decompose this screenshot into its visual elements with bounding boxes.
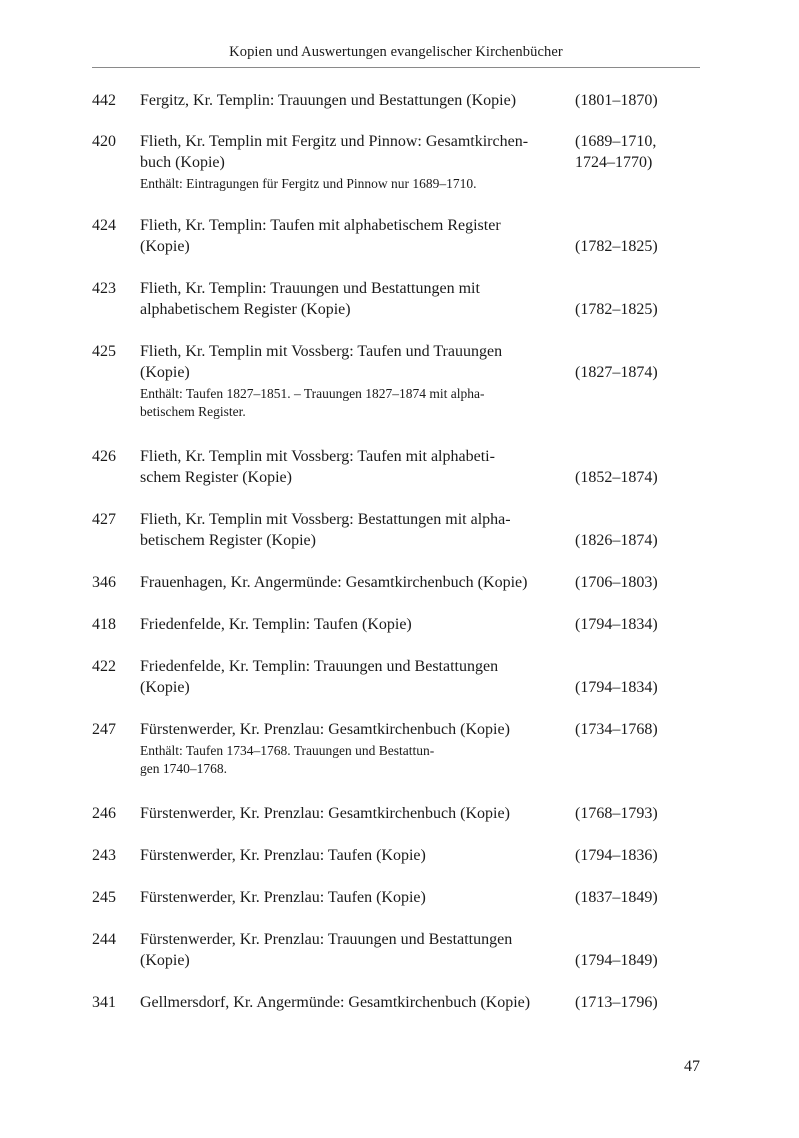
- entry-title: [140, 887, 560, 908]
- entry-date-range: [575, 656, 705, 698]
- entry-number: 244: [92, 931, 116, 948]
- entry-title: [140, 278, 560, 320]
- entry-title-line: Friedenfelde, Kr. Templin: Trauungen und Bestattungen: [140, 658, 499, 675]
- entry-date-line: (1782–1825): [575, 238, 658, 255]
- entry-title: [140, 341, 560, 383]
- entry-number: 245: [92, 889, 116, 906]
- entry-date-range: [575, 929, 705, 971]
- entry-number: 424: [92, 217, 116, 234]
- entry-title-line: Fürstenwerder, Kr. Prenzlau: Gesamtkirchenbuch (Kopie): [140, 721, 510, 738]
- entry-title-line: buch (Kopie): [140, 154, 225, 171]
- entry-date-line: (1827–1874): [575, 364, 658, 381]
- entry-date-line: [575, 341, 705, 362]
- entry-date-range: [575, 887, 705, 908]
- entry-date-line: (1826–1874): [575, 532, 658, 549]
- entry-note: [140, 175, 560, 193]
- entry-date-line: (1794–1849): [575, 952, 658, 969]
- entry-title-line: (Kopie): [140, 952, 190, 969]
- entry-number: 418: [92, 616, 116, 633]
- entry-date-line: (1837–1849): [575, 889, 658, 906]
- page-number: 47: [684, 1058, 700, 1075]
- entry-date-line: [575, 215, 705, 236]
- entry-date-line: (1794–1834): [575, 679, 658, 696]
- entry-title: [140, 509, 560, 551]
- entry-title: [140, 656, 560, 698]
- entry-date-line: (1801–1870): [575, 92, 658, 109]
- entry-note-line: Enthält: Eintragungen für Fergitz und Pinnow nur 1689–1710.: [140, 176, 477, 191]
- entry-title-line: Flieth, Kr. Templin: Taufen mit alphabetischem Register: [140, 217, 501, 234]
- entry-title-line: betischem Register (Kopie): [140, 532, 316, 549]
- entry-title: [140, 803, 560, 824]
- entry-note-line: betischem Register.: [140, 404, 246, 419]
- header-rule: [92, 67, 700, 68]
- entry-number: 426: [92, 448, 116, 465]
- entry-number: 341: [92, 994, 116, 1011]
- entry-number: 427: [92, 511, 116, 528]
- entry-note: [140, 742, 560, 778]
- entry-date-line: (1782–1825): [575, 301, 658, 318]
- entry-title-line: Gellmersdorf, Kr. Angermünde: Gesamtkirchenbuch (Kopie): [140, 994, 531, 1011]
- entry-number: 246: [92, 805, 116, 822]
- entry-date-range: [575, 719, 705, 740]
- entry-date-range: [575, 614, 705, 635]
- entry-date-line: (1713–1796): [575, 994, 658, 1011]
- entry-title: [140, 719, 560, 740]
- entry-title: [140, 90, 560, 111]
- entry-note-line: Enthält: Taufen 1827–1851. – Trauungen 1827–1874 mit alpha-: [140, 386, 485, 401]
- entry-date-range: [575, 572, 705, 593]
- entry-title: [140, 131, 560, 173]
- entry-title-line: Flieth, Kr. Templin mit Vossberg: Bestattungen mit alpha-: [140, 511, 511, 528]
- entry-title-line: Flieth, Kr. Templin mit Fergitz und Pinnow: Gesamtkirchen-: [140, 133, 529, 150]
- entry-number: 425: [92, 343, 116, 360]
- entry-title: [140, 215, 560, 257]
- entry-date-line: (1706–1803): [575, 574, 658, 591]
- entry-date-line: (1794–1834): [575, 616, 658, 633]
- entry-title: [140, 929, 560, 971]
- entry-number: 243: [92, 847, 116, 864]
- entry-date-line: [575, 929, 705, 950]
- entry-date-line: [575, 656, 705, 677]
- entry-date-line: (1734–1768): [575, 721, 658, 738]
- entry-date-line: (1852–1874): [575, 469, 658, 486]
- entry-date-range: [575, 803, 705, 824]
- entry-title: [140, 614, 560, 635]
- entry-number: 346: [92, 574, 116, 591]
- entry-title-line: Fürstenwerder, Kr. Prenzlau: Trauungen und Bestattungen: [140, 931, 513, 948]
- entry-title: [140, 845, 560, 866]
- entry-title-line: schem Register (Kopie): [140, 469, 292, 486]
- entry-date-range: [575, 341, 705, 383]
- entry-title-line: Flieth, Kr. Templin mit Vossberg: Taufen und Trauungen: [140, 343, 503, 360]
- entry-title-line: (Kopie): [140, 679, 190, 696]
- entry-title: [140, 446, 560, 488]
- entry-number: 420: [92, 133, 116, 150]
- entry-note: [140, 385, 560, 421]
- entry-date-range: [575, 90, 705, 111]
- entry-number: 423: [92, 280, 116, 297]
- entry-date-line: (1689–1710,: [575, 133, 657, 150]
- entry-title-line: alphabetischem Register (Kopie): [140, 301, 351, 318]
- entry-date-line: [575, 446, 705, 467]
- entry-date-range: [575, 131, 705, 173]
- entry-note-line: Enthält: Taufen 1734–1768. Trauungen und Bestattun-: [140, 743, 435, 758]
- entry-title: [140, 572, 560, 593]
- entry-date-range: [575, 446, 705, 488]
- entry-date-line: [575, 509, 705, 530]
- entry-number: 247: [92, 721, 116, 738]
- entry-date-range: [575, 509, 705, 551]
- entry-title-line: Flieth, Kr. Templin: Trauungen und Bestattungen mit: [140, 280, 480, 297]
- entry-date-range: [575, 215, 705, 257]
- entry-number: 442: [92, 92, 116, 109]
- entry-title-line: (Kopie): [140, 364, 190, 381]
- entry-title-line: Fürstenwerder, Kr. Prenzlau: Taufen (Kopie): [140, 889, 426, 906]
- entry-title-line: Frauenhagen, Kr. Angermünde: Gesamtkirchenbuch (Kopie): [140, 574, 528, 591]
- entry-title-line: Fergitz, Kr. Templin: Trauungen und Bestattungen (Kopie): [140, 92, 517, 109]
- entry-number: 422: [92, 658, 116, 675]
- entry-date-range: [575, 845, 705, 866]
- entry-title: [140, 992, 560, 1013]
- entry-title-line: Fürstenwerder, Kr. Prenzlau: Taufen (Kopie): [140, 847, 426, 864]
- entry-date-line: (1768–1793): [575, 805, 658, 822]
- entry-date-line: 1724–1770): [575, 154, 653, 171]
- entry-title-line: (Kopie): [140, 238, 190, 255]
- running-head: Kopien und Auswertungen evangelischer Kirchenbücher: [229, 44, 563, 60]
- entry-date-line: [575, 278, 705, 299]
- entry-title-line: Flieth, Kr. Templin mit Vossberg: Taufen mit alphabeti-: [140, 448, 495, 465]
- entry-date-range: [575, 992, 705, 1013]
- entry-note-line: gen 1740–1768.: [140, 761, 227, 776]
- entry-title-line: Friedenfelde, Kr. Templin: Taufen (Kopie): [140, 616, 412, 633]
- entry-date-line: (1794–1836): [575, 847, 658, 864]
- entry-date-range: [575, 278, 705, 320]
- entry-title-line: Fürstenwerder, Kr. Prenzlau: Gesamtkirchenbuch (Kopie): [140, 805, 510, 822]
